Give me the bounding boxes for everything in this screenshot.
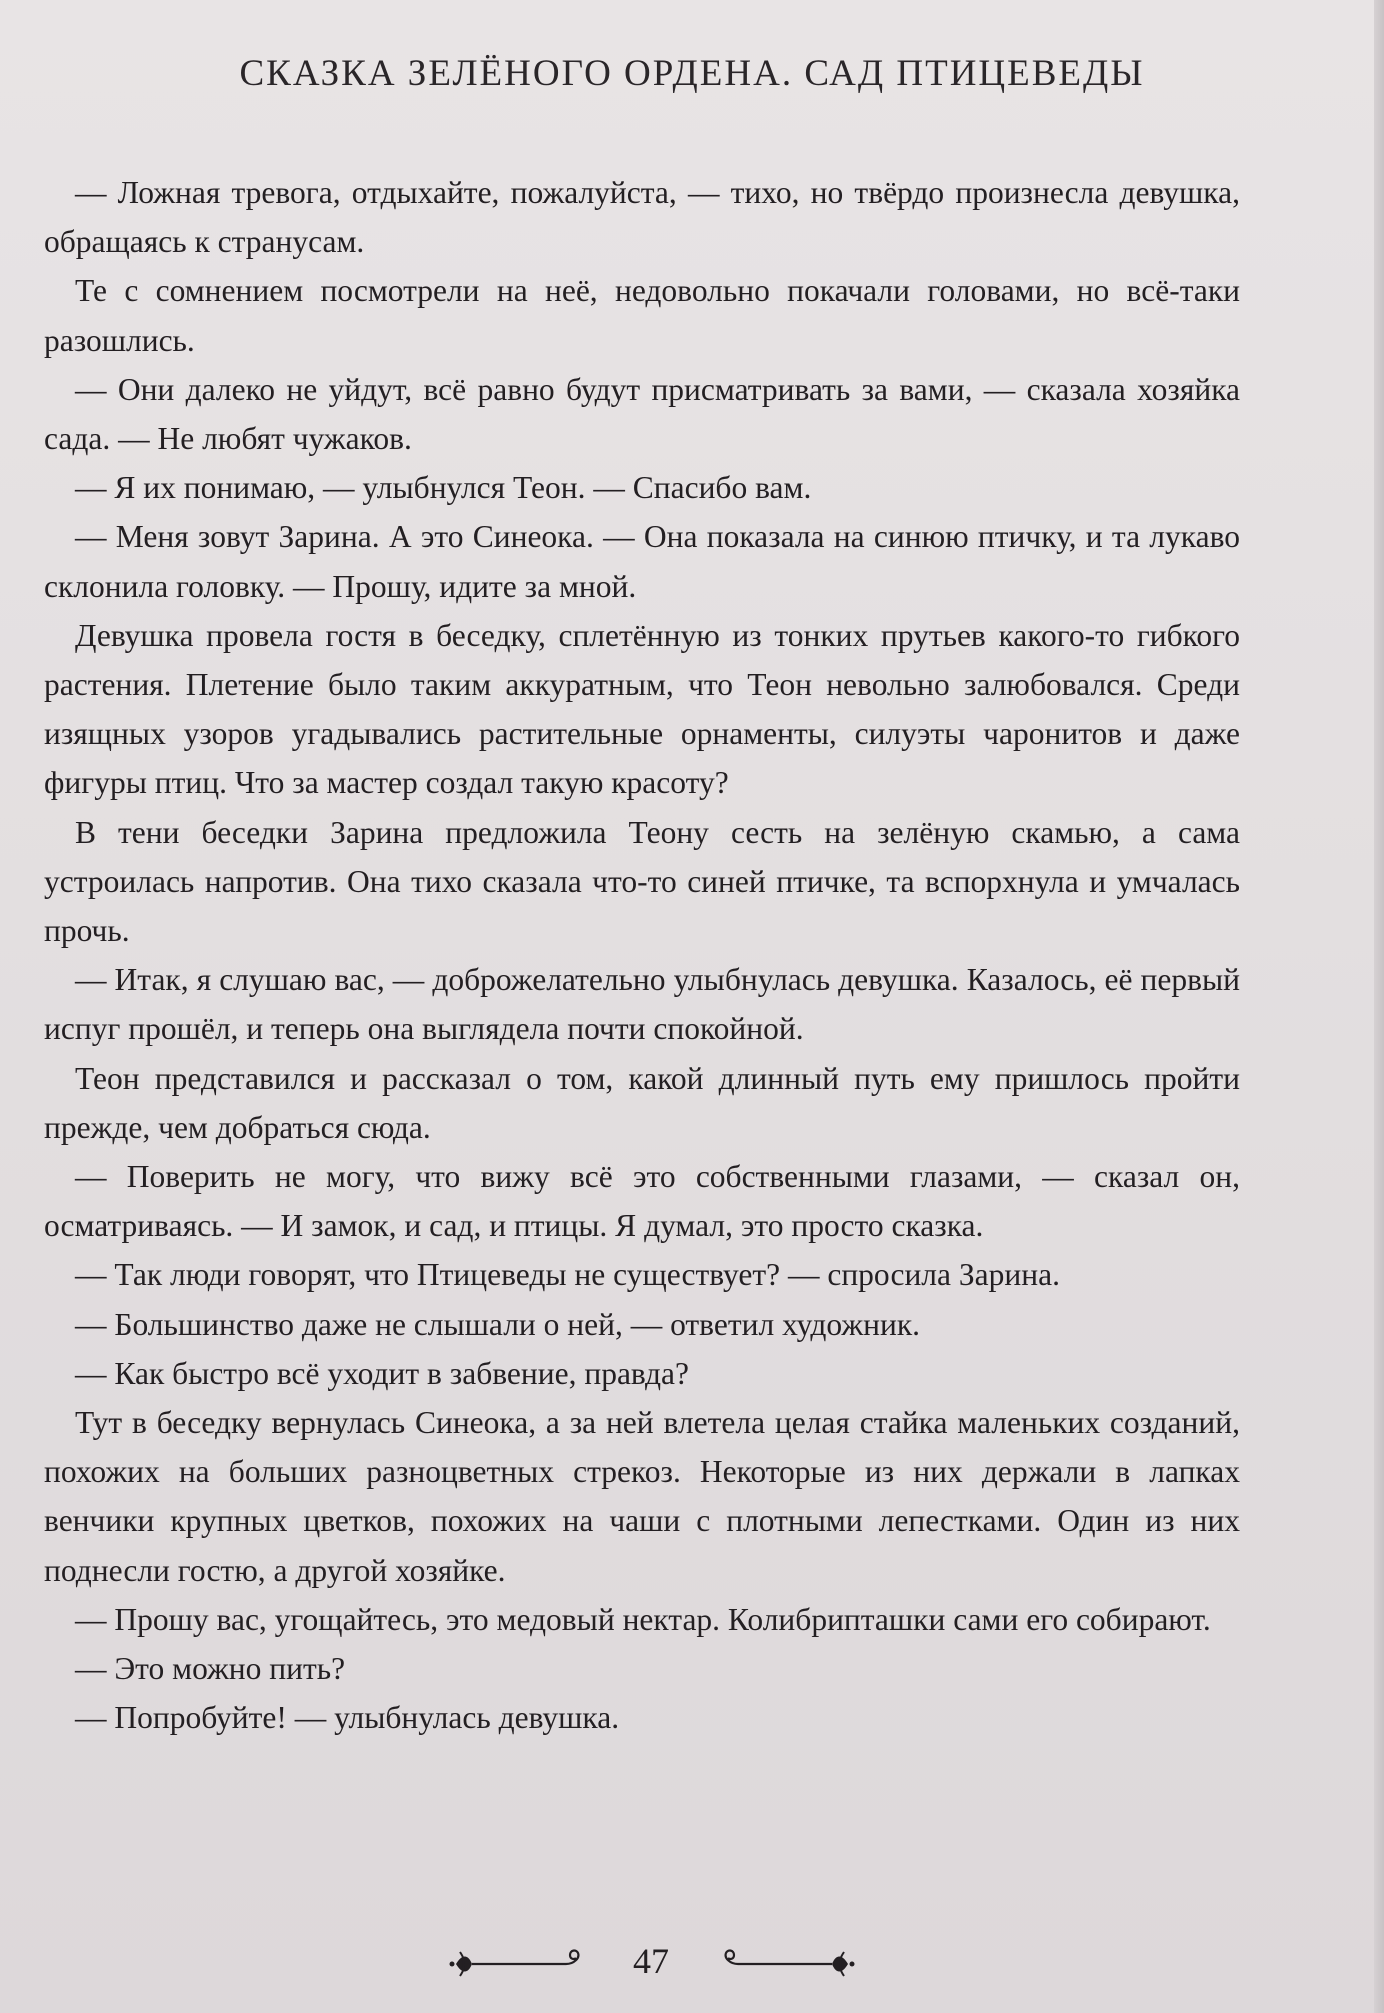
paragraph: Тут в беседку вернулась Синеока, а за ней влетела целая стайка маленьких созданий, похожих на больших разноцветных стрекоз. Некоторые из них держали в лапках венчики крупных цветков, похожих на чаши с плотными лепестками. Один из них поднесли гостю, а другой хозяйке.	[44, 1405, 1240, 1588]
paragraph: — Я их понимаю, — улыбнулся Теон. — Спасибо вам.	[75, 470, 812, 506]
page-number: 47	[633, 1941, 669, 1981]
paragraph: В тени беседки Зарина предложила Теону сесть на зелёную скамью, а сама устроилась напротив. Она тихо сказала что-то синей птичке, та вспорхнула и умчалась прочь.	[44, 814, 1240, 949]
paragraph: — Прошу вас, угощайтесь, это медовый нектар. Колибрипташки сами его собирают.	[75, 1601, 1211, 1637]
paragraph: — Большинство даже не слышали о ней, — ответил художник.	[75, 1306, 921, 1342]
page-edge	[1374, 0, 1384, 2013]
paragraph: — Они далеко не уйдут, всё равно будут присматривать за вами, — сказала хозяйка сада. — Не любят чужаков.	[44, 371, 1240, 457]
paragraph: — Ложная тревога, отдыхайте, пожалуйста, — тихо, но твёрдо произнесла девушка, обращаясь к странусам.	[44, 175, 1240, 260]
paragraph: — Это можно пить?	[75, 1651, 346, 1687]
paragraph: Теон представился и рассказал о том, какой длинный путь ему пришлось пройти прежде, чем добраться сюда.	[44, 1060, 1240, 1145]
paragraph: — Попробуйте! — улыбнулась девушка.	[75, 1700, 620, 1736]
paragraph: Те с сомнением посмотрели на неё, недовольно покачали головами, но всё-таки разошлись.	[44, 273, 1240, 358]
running-header: СКАЗКА ЗЕЛЁНОГО ОРДЕНА. САД ПТИЦЕВЕДЫ	[239, 53, 1145, 94]
paragraph: — Поверить не могу, что вижу всё это собственными глазами, — сказал он, осматриваясь. — И замок, и сад, и птицы. Я думал, это просто сказка.	[44, 1159, 1240, 1244]
paragraph: — Итак, я слушаю вас, — доброжелательно улыбнулась девушка. Казалось, её первый испуг прошёл, и теперь она выглядела почти спокойной.	[44, 962, 1240, 1047]
paragraph: — Как быстро всё уходит в забвение, правда?	[75, 1355, 690, 1391]
page-footer	[0, 1940, 1384, 1990]
paragraph: — Меня зовут Зарина. А это Синеока. — Она показала на синюю птичку, и та лукаво склонила головку. — Прошу, идите за мной.	[44, 519, 1240, 604]
paragraph: — Так люди говорят, что Птицеведы не существует? — спросила Зарина.	[75, 1257, 1060, 1293]
body-text	[44, 168, 1240, 1743]
flourish-right-icon	[706, 1946, 856, 1982]
flourish-left-icon	[448, 1946, 598, 1982]
paragraph: Девушка провела гостя в беседку, сплетённую из тонких прутьев какого-то гибкого растения. Плетение было таким аккуратным, что Теон невольно залюбовался. Среди изящных узоров угадывались растительные орнаменты, силуэты чаронитов и даже фигуры птиц. Что за мастер создал такую красоту?	[44, 617, 1240, 801]
